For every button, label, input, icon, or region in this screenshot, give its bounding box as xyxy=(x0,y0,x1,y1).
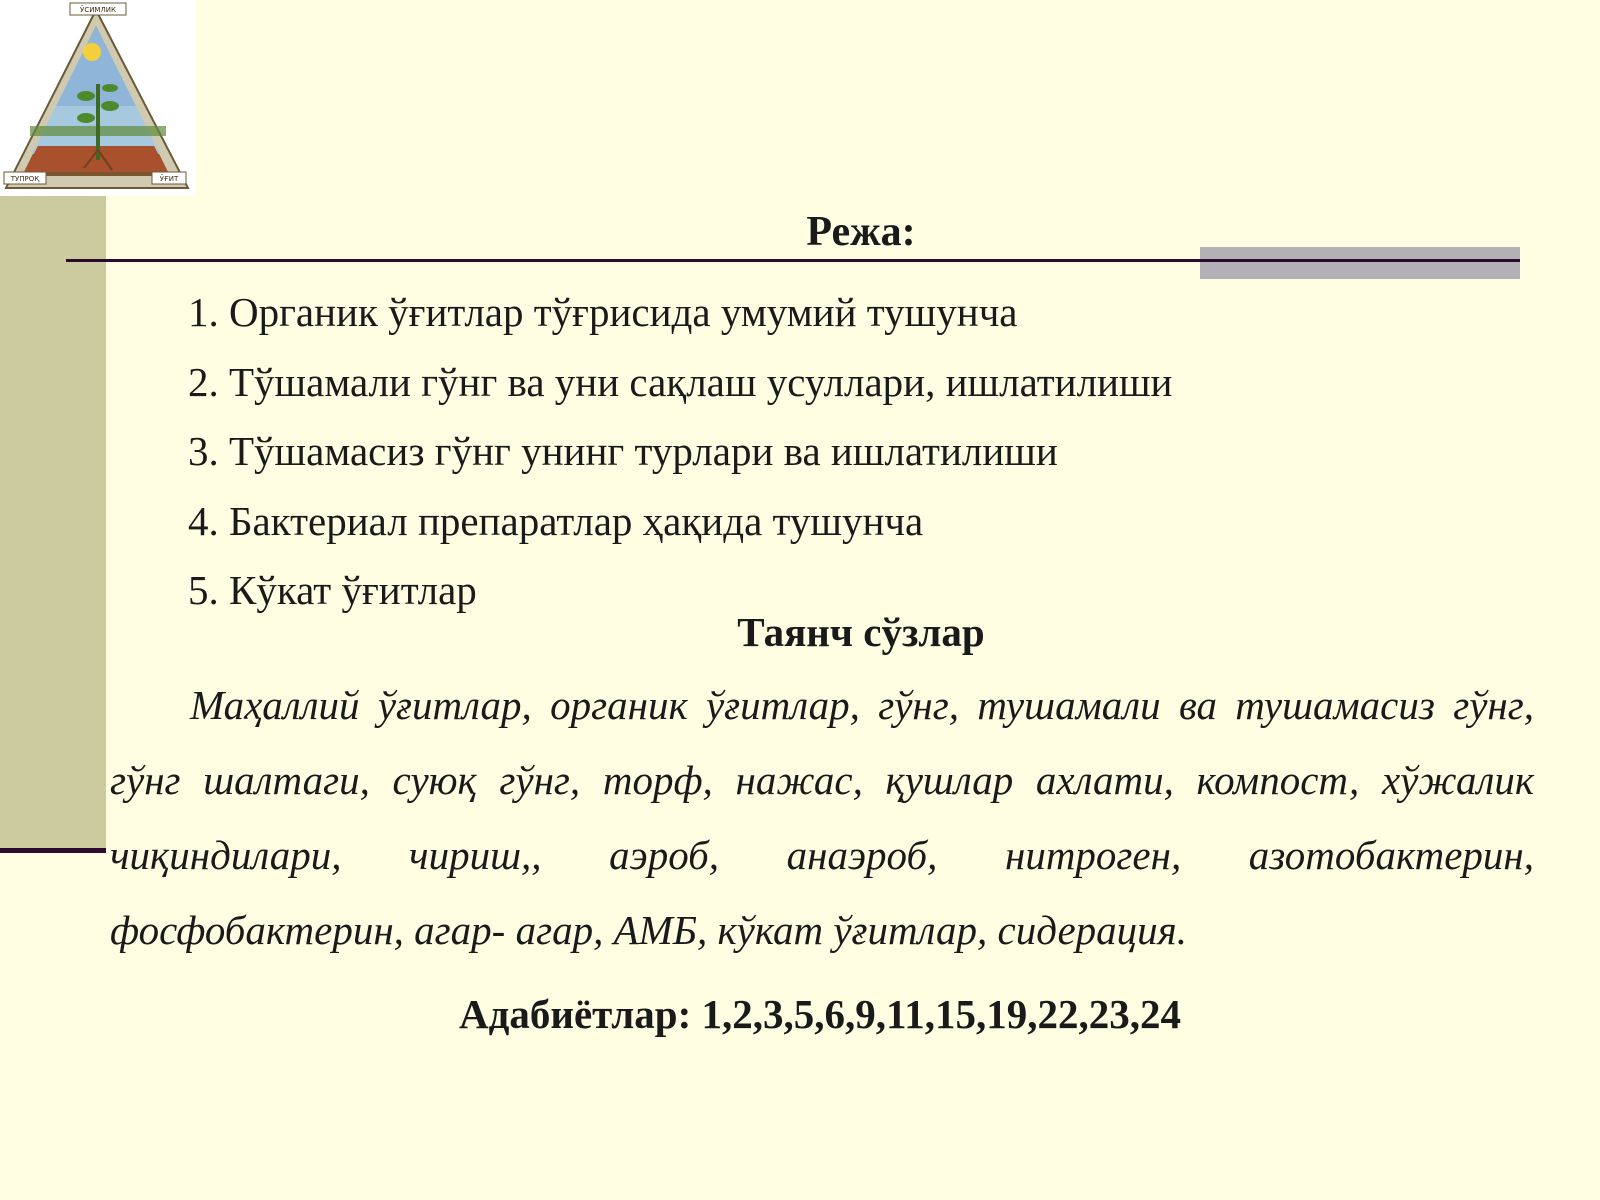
plan-list xyxy=(188,278,1173,626)
logo-right-label: ЎҒИТ xyxy=(159,175,179,183)
plan-item: 1. Органик ўғитлар тўғрисида умумий тушунча xyxy=(188,289,1018,335)
keywords-title: Таянч сўзлар xyxy=(737,609,985,655)
plan-item: 4. Бактериал препаратлар ҳақида тушунча xyxy=(188,497,924,544)
references-line: Адабиётлар: 1,2,3,5,6,9,11,15,19,22,23,24 xyxy=(459,991,1181,1037)
plan-item: 5. Кўкат ўғитлар xyxy=(188,567,477,613)
logo-left-label: ТУПРОҚ xyxy=(10,175,40,183)
logo-top-label: ЎСИМЛИК xyxy=(80,6,116,14)
side-accent-line xyxy=(0,848,106,853)
plan-title: Режа: xyxy=(806,209,916,255)
plan-item: 2. Тўшамали гўнг ва уни сақлаш усуллари, ишлатилиши xyxy=(188,358,1173,405)
side-accent-bar xyxy=(0,196,106,848)
plan-item: 3. Тўшамасиз гўнг унинг турлари ва ишлатилиши xyxy=(188,428,1058,474)
logo-triangle-icon xyxy=(0,0,196,196)
logo xyxy=(0,0,196,196)
keywords-paragraph: Маҳаллий ўғитлар, органик ўғитлар, гўнг, тушамали ва тушамасиз гўнг, гўнг шалтаги, суюқ гўнг, торф, нажас, қушлар ахлати, компост, хўжалик чиқиндилари, чириш,, аэроб, анаэроб, нитроген, азотобактерин, фосфобактерин, агар- агар, АМБ, кўкат ўғитлар, сидерация. xyxy=(110,682,1534,953)
